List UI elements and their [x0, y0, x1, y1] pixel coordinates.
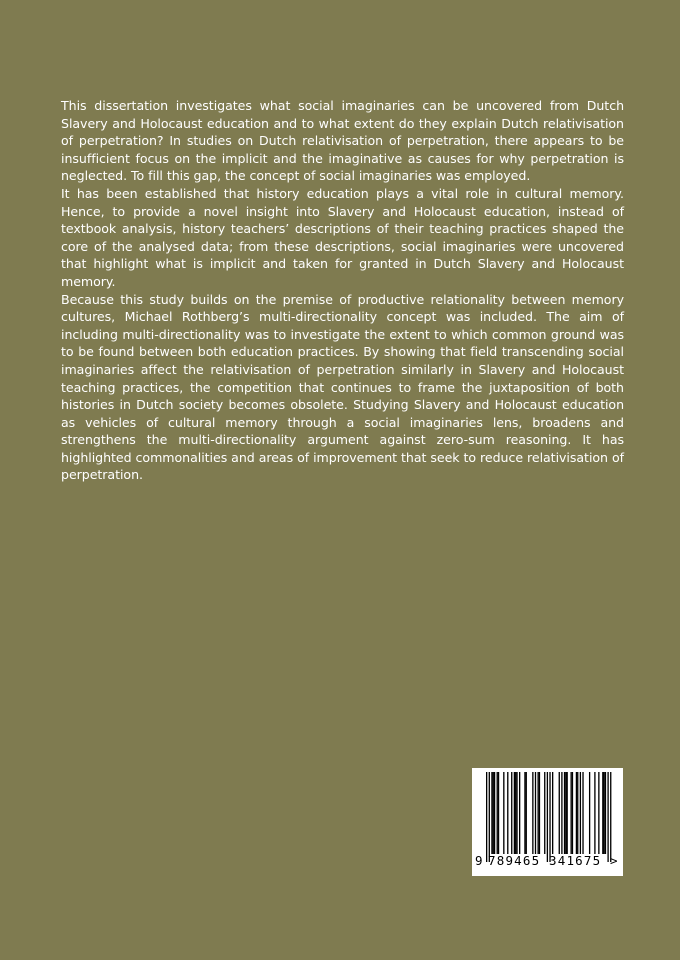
- barcode-bar-8: [507, 772, 508, 854]
- barcode-bar-41: [607, 772, 608, 862]
- barcode-bar-6: [498, 772, 499, 854]
- barcode-bar-21: [547, 772, 548, 862]
- barcode-bar-33: [580, 772, 581, 854]
- barcode-bar-1: [489, 772, 490, 862]
- barcode-bar-7: [503, 772, 504, 854]
- barcode-right-group: 341675: [549, 853, 602, 868]
- barcode-end-mark: >: [610, 853, 618, 868]
- isbn-barcode: [472, 768, 623, 876]
- barcode-bar-2: [491, 772, 492, 854]
- barcode-bar-23: [552, 772, 553, 854]
- barcode-bar-19: [539, 772, 540, 854]
- barcode-bar-16: [532, 772, 533, 854]
- barcode-bar-28: [567, 772, 568, 854]
- barcode-bar-15: [526, 772, 527, 854]
- blurb-paragraph-3: Because this study builds on the premise of productive relationality between memory cultures, Michael Rothberg’s multi-directionality concept was included. The aim of including multi-directionality was to investigate the extent to which common ground was to be found between both education practices. By showing that field transcending social imaginaries affect the relativisation of perpetration similarly in Slavery and Holocaust teaching practices, the competition that continues to frame the juxtaposition of both histories in Dutch society becomes obsolete. Studying Slavery and Holocaust education as vehicles of cultural memory through a social imaginaries lens, broadens and strengthens the multi-directionality argument against zero-sum reasoning. It has highlighted commonalities and areas of improvement that seek to reduce relativisation of perpetration.: [61, 291, 624, 483]
- barcode-bar-42: [610, 772, 611, 862]
- barcode-bar-24: [559, 772, 560, 854]
- barcode-bar-3: [493, 772, 494, 854]
- barcode-bar-12: [516, 772, 517, 854]
- barcode-bar-20: [544, 772, 545, 854]
- barcode-bar-35: [589, 772, 590, 854]
- blurb-paragraph-2: It has been established that history education plays a vital role in cultural memory. Hence, to provide a novel insight into Slavery and Holocaust education, instead of textbook analysis, history teachers’ descriptions of their teaching practices shaped the core of the analysed data; from these descriptions, social imaginaries were uncovered that highlight what is implicit and taken for granted in Dutch Slavery and Holocaust memory.: [61, 185, 624, 289]
- barcode-bar-11: [515, 772, 516, 854]
- barcode-bar-37: [598, 772, 599, 854]
- blurb-paragraph-1: This dissertation investigates what social imaginaries can be uncovered from Dutch Slavery and Holocaust education and to what extent do they explain Dutch relativisation of perpetration? In studies on Dutch relativisation of perpetration, there appears to be insufficient focus on the implicit and the imaginative as causes for why perpetration is neglected. To fill this gap, the concept of social imaginaries was employed.: [61, 98, 624, 184]
- barcode-left-group: 789465: [488, 853, 541, 868]
- barcode-number: [472, 852, 623, 872]
- barcode-bar-4: [494, 772, 495, 854]
- barcode-bar-36: [594, 772, 595, 854]
- barcode-bar-5: [497, 772, 498, 854]
- barcode-bar-40: [605, 772, 606, 854]
- barcode-bar-14: [524, 772, 525, 854]
- barcode-bar-31: [576, 772, 577, 854]
- barcode-bar-38: [602, 772, 603, 854]
- barcode-bar-32: [577, 772, 578, 854]
- barcode-first-digit: 9: [475, 853, 483, 868]
- barcode-bar-13: [519, 772, 520, 854]
- barcode-bar-27: [565, 772, 566, 854]
- barcode-bar-17: [535, 772, 536, 854]
- barcode-bar-9: [511, 772, 512, 854]
- barcode-bar-29: [570, 772, 571, 854]
- barcode-bar-30: [572, 772, 573, 854]
- blurb-text: [61, 97, 624, 484]
- barcode-bar-10: [514, 772, 515, 854]
- barcode-bar-18: [537, 772, 538, 854]
- barcode-bar-26: [564, 772, 565, 854]
- barcode-bar-34: [582, 772, 583, 854]
- barcode-bar-22: [549, 772, 550, 862]
- barcode-bar-25: [561, 772, 562, 854]
- barcode-bar-0: [486, 772, 487, 862]
- barcode-bar-39: [603, 772, 604, 854]
